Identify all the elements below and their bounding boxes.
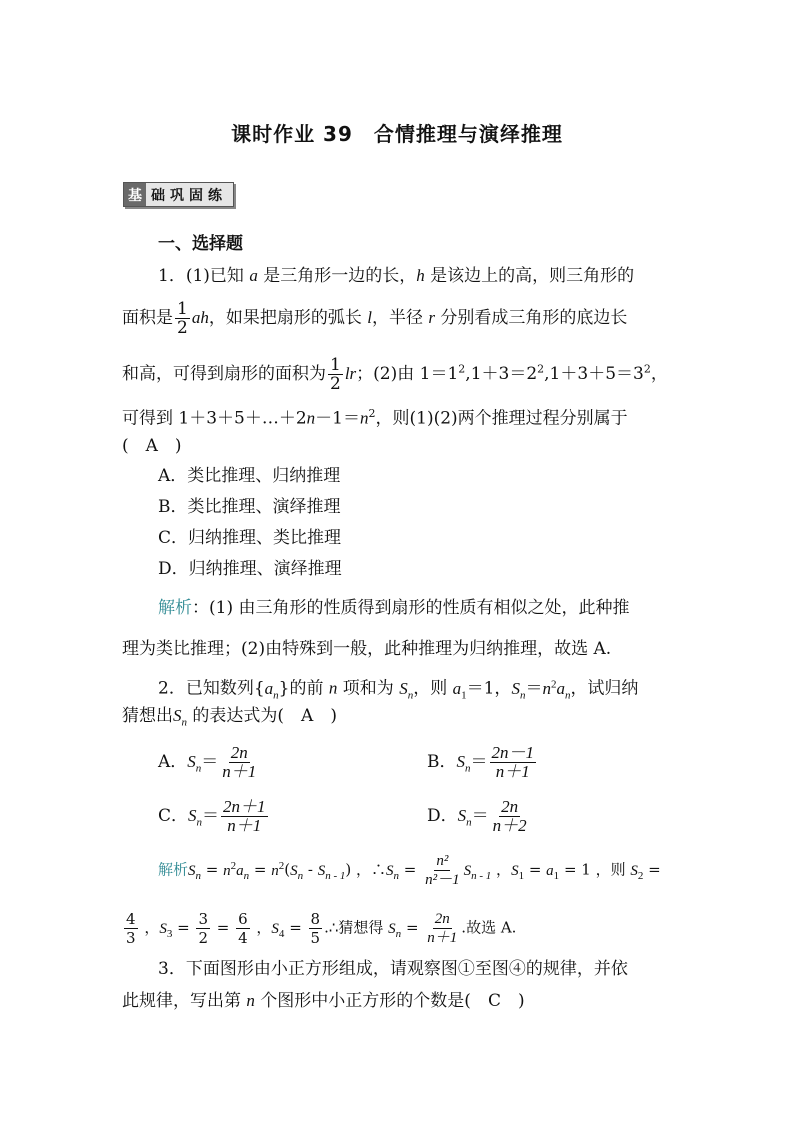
q2-option-c: C．$S_n=$ $\frac{2n+1}{n+1}$ xyxy=(158,797,266,835)
q2-option-d: D．$S_n=$ $\frac{2n}{n+2}$ xyxy=(427,797,527,835)
var-s-2: $S_2$ xyxy=(630,862,644,882)
expr-n2: $n^2$ xyxy=(271,859,285,879)
explanation-text: = xyxy=(524,860,547,879)
q1-line-1 xyxy=(158,264,634,288)
q1-text: 是该边上的高，则三角形的 xyxy=(424,266,635,286)
frac-den: 4 xyxy=(238,929,248,947)
var-s-n: $S_n$ xyxy=(188,806,203,829)
option-label: D． xyxy=(427,806,458,826)
var-n: n xyxy=(306,408,316,428)
q2-text: 项和为 xyxy=(337,678,394,699)
frac-num: 6 xyxy=(238,910,248,928)
q1-text: 面积是 xyxy=(122,308,173,328)
var-a: a xyxy=(249,266,258,285)
var-s-n: $S_n$ xyxy=(399,678,414,702)
q1-text: 和高，可得到扇形的面积为 xyxy=(122,364,326,384)
q2-option-b: B．$S_n=$ $\frac{2n-1}{n+1}$ xyxy=(427,743,534,781)
frac-den: 2 xyxy=(198,929,208,947)
var-lr: lr xyxy=(344,364,357,383)
q2-line-1 xyxy=(158,672,638,707)
q1-option-c: C．归纳推理、类比推理 xyxy=(158,528,342,548)
fraction-3-2 xyxy=(196,910,210,947)
q1-text: 分别看成三角形的底边长 xyxy=(435,308,628,328)
section-badge xyxy=(123,182,234,207)
q3-text: 此规律，写出第 xyxy=(122,991,241,1011)
q1-text: ，如果把扇形的弧长 xyxy=(208,308,362,328)
frac-den: 5 xyxy=(310,929,321,947)
frac-den: n＋1 xyxy=(222,762,257,781)
explanation-text: = xyxy=(401,918,424,937)
explanation-text: = xyxy=(284,918,307,937)
q2-number: 2． xyxy=(158,678,186,699)
var-s-n: $S_n$ xyxy=(187,752,202,775)
var-l: l xyxy=(367,308,372,327)
fraction-4-3 xyxy=(124,910,138,947)
q2-text: ，试归纳 xyxy=(570,678,639,699)
q2-text: ，则 xyxy=(413,678,448,699)
explanation-text: - xyxy=(303,860,318,879)
explanation-text: ， xyxy=(139,918,160,937)
var-a-1: $a_1$ xyxy=(546,862,560,882)
frac-den: n＋1 xyxy=(427,930,458,946)
option-d-fraction xyxy=(491,798,529,835)
q3-line-2 xyxy=(122,989,525,1013)
frac-den: n＋1 xyxy=(495,762,530,781)
q2-explanation-line-1 xyxy=(158,852,661,889)
q2-line-2 xyxy=(122,704,337,734)
option-label: A． xyxy=(158,752,188,772)
frac-num: 1 xyxy=(330,355,341,375)
var-s-n: $S_n$ xyxy=(511,678,526,702)
q1-text: ，则(1)(2)两个推理过程分别属于 xyxy=(375,408,628,429)
explanation-text: ， xyxy=(251,918,272,937)
q1-number: 1． xyxy=(158,266,186,286)
explanation-text: .故选 A. xyxy=(461,918,517,937)
q1-option-a: A．类比推理、归纳推理 xyxy=(158,466,341,486)
var-a-1: $a_1$ xyxy=(452,678,467,702)
var-s-n-minus-1: $S_{n - 1}$ xyxy=(317,862,346,882)
q1-line-2 xyxy=(122,300,627,337)
frac-num: 2n xyxy=(434,911,450,927)
q3-text: 个图形中小正方形的个数是( C ) xyxy=(254,991,525,1011)
explanation-text: ， xyxy=(491,860,512,879)
final-fraction xyxy=(425,910,459,947)
var-s-n: $S_n$ xyxy=(188,862,202,882)
exponent: 2 xyxy=(537,362,545,376)
q2-text: 的表达式为( A ) xyxy=(187,706,337,726)
explanation-text: ( xyxy=(284,860,291,879)
q1-explanation-line-2: 理为类比推理；(2)由特殊到一般，此种推理为归纳推理，故选 A. xyxy=(122,639,612,659)
explanation-text: ：(1) 由三角形的性质得到扇形的性质有相似之处，此种推 xyxy=(192,598,630,618)
frac-num: 1 xyxy=(177,299,188,319)
q1-text: 可得到 1＋3＋5＋…＋2 xyxy=(122,408,307,429)
var-n: n xyxy=(246,991,255,1010)
option-c-fraction xyxy=(221,798,268,835)
var-h: h xyxy=(416,266,425,285)
frac-num: n² xyxy=(436,853,449,869)
var-s-n: $S_n$ xyxy=(173,706,187,729)
frac-den: n＋1 xyxy=(227,816,262,835)
explanation-label: 解析 xyxy=(158,860,189,879)
explanation-fraction xyxy=(423,852,462,889)
fraction-one-half xyxy=(175,300,190,337)
q2-explanation-line-2 xyxy=(122,910,516,947)
fraction-6-4 xyxy=(236,910,250,947)
fraction-one-half xyxy=(328,356,343,393)
expr-n2-a-n: $n^2a_n$ xyxy=(223,859,250,882)
var-s-n: $S_n$ xyxy=(457,806,472,829)
option-label: C． xyxy=(158,806,189,826)
option-b-fraction xyxy=(490,744,537,781)
frac-den: 2 xyxy=(177,318,188,338)
badge-rest-chars: 础巩固练 xyxy=(151,187,227,204)
explanation-text: = xyxy=(211,918,235,937)
explanation-text: .∴猜想得 xyxy=(324,918,389,937)
q1-line-3 xyxy=(122,356,668,393)
var-r: r xyxy=(428,308,435,327)
var-s-n: $S_n$ xyxy=(388,920,402,940)
var-n: n xyxy=(328,678,338,698)
q1-line-4 xyxy=(122,402,628,431)
var-s-n: $S_n$ xyxy=(290,862,304,882)
fraction-8-5 xyxy=(309,910,323,947)
exponent: 2 xyxy=(368,407,376,420)
q1-text: ；(2)由 1＝1 xyxy=(356,364,459,384)
q1-text: ,1＋3＝2 xyxy=(465,364,538,384)
option-label: B． xyxy=(427,752,457,772)
q1-text: ,1＋3＋5＝3 xyxy=(544,364,644,384)
q1-text: (1)已知 xyxy=(185,266,244,286)
q1-text: ，半径 xyxy=(371,308,423,328)
explanation-text: = 1 ，则 xyxy=(559,860,631,879)
q2-text: }的前 xyxy=(278,678,324,699)
explanation-text: ) ，∴ xyxy=(345,860,386,879)
frac-num: 2n xyxy=(230,743,248,762)
explanation-text: = xyxy=(399,860,422,879)
frac-den: n＋2 xyxy=(492,816,527,835)
frac-num: 2n＋1 xyxy=(223,797,266,816)
q2-option-a: A．$S_n=$ $\frac{2n}{n+1}$ xyxy=(158,743,257,781)
q2-text: 猜想出 xyxy=(122,706,173,726)
q1-answer: ( A ) xyxy=(122,436,182,456)
var-s-3: $S_3$ xyxy=(159,920,173,940)
explanation-text: = xyxy=(643,860,661,879)
explanation-text: = xyxy=(249,860,272,879)
q2-text: ＝1， xyxy=(466,678,512,699)
q3-line-1 xyxy=(158,957,628,981)
frac-num: 2n－1 xyxy=(491,743,534,762)
frac-den: 3 xyxy=(126,929,136,947)
badge-first-char: 基 xyxy=(124,183,146,206)
exponent: 2 xyxy=(643,362,651,376)
q1-text: ， xyxy=(650,364,668,384)
section-heading: 一、选择题 xyxy=(158,234,243,254)
var-n: n xyxy=(360,408,369,428)
exponent: 2 xyxy=(458,362,466,376)
var-a-n: $a_n$ xyxy=(264,678,279,702)
q3-number: 3． xyxy=(158,959,186,979)
frac-den: 2 xyxy=(330,374,341,394)
q2-text: 已知数列{ xyxy=(185,678,265,699)
var-s-4: $S_4$ xyxy=(271,920,285,940)
frac-num: 4 xyxy=(126,910,136,928)
option-a-fraction xyxy=(220,744,258,781)
var-s-n-minus-1: $S_{n - 1}$ xyxy=(463,862,492,882)
frac-num: 8 xyxy=(310,910,321,928)
var-s-n: $S_n$ xyxy=(456,752,471,775)
explanation-label: 解析 xyxy=(158,598,192,618)
q1-option-d: D．归纳推理、演绎推理 xyxy=(158,559,342,579)
expr-n2-a-n: $n^2a_n$ xyxy=(542,678,571,702)
q1-option-b: B．类比推理、演绎推理 xyxy=(158,497,341,517)
frac-den: n²－1 xyxy=(425,872,460,888)
q1-explanation-line-1 xyxy=(158,596,629,620)
var-ah: ah xyxy=(191,308,209,327)
q2-text: ＝ xyxy=(525,678,543,699)
explanation-text: = xyxy=(201,860,224,879)
frac-num: 3 xyxy=(198,910,208,928)
q1-text: －1＝ xyxy=(315,408,360,429)
q3-text: 下面图形由小正方形组成，请观察图①至图④的规律，并依 xyxy=(185,959,628,979)
page-title: 课时作业 39 合情推理与演绎推理 xyxy=(231,122,563,146)
frac-num: 2n xyxy=(501,797,519,816)
explanation-text: = xyxy=(172,918,195,937)
var-s-1: $S_1$ xyxy=(511,862,525,882)
var-s-n: $S_n$ xyxy=(386,862,399,882)
q1-text: 是三角形一边的长， xyxy=(257,266,417,286)
